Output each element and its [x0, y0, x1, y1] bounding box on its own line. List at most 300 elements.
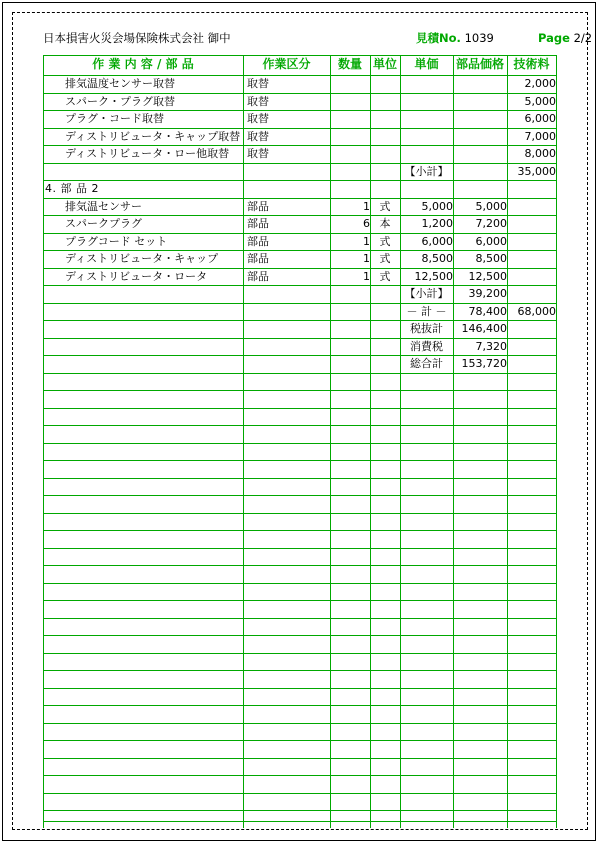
column-rule: [330, 810, 331, 828]
column-rule: [243, 758, 244, 776]
column-rule: [453, 443, 454, 461]
column-rule: [453, 548, 454, 566]
column-rule: [556, 688, 557, 706]
column-rule: [453, 775, 454, 793]
column-rule: [243, 373, 244, 391]
column-rule: [453, 793, 454, 811]
column-rule: [507, 530, 508, 548]
table-row-empty: [43, 495, 556, 513]
column-rule: [453, 460, 454, 478]
column-rule: [330, 285, 331, 303]
column-rule: [370, 285, 371, 303]
column-rule: [453, 810, 454, 828]
column-rule: [453, 513, 454, 531]
column-rule: [400, 723, 401, 741]
column-rule: [330, 390, 331, 408]
column-rule: [400, 775, 401, 793]
column-rule: [370, 408, 371, 426]
column-rule: [330, 320, 331, 338]
column-rule: [370, 688, 371, 706]
column-rule: [330, 793, 331, 811]
column-rule: [243, 495, 244, 513]
column-rule: [507, 460, 508, 478]
column-rule: [453, 583, 454, 601]
column-rule: [243, 548, 244, 566]
column-rule: [400, 758, 401, 776]
column-rule: [43, 670, 44, 688]
cell-labor: 2,000: [524, 77, 556, 90]
column-rule: [370, 320, 371, 338]
column-rule: [370, 163, 371, 181]
column-rule: [453, 635, 454, 653]
table-row: [43, 93, 556, 111]
column-rule: [400, 408, 401, 426]
cell-price: 1,200: [421, 217, 453, 230]
column-rule: [370, 425, 371, 443]
column-rule: [507, 565, 508, 583]
column-header-unit: 単位: [372, 57, 397, 71]
cell-qty: 1: [363, 252, 370, 265]
table-row: [43, 268, 556, 286]
column-header-parts: 部品価格: [455, 57, 504, 71]
cell-labor: 68,000: [517, 304, 556, 318]
column-rule: [330, 688, 331, 706]
table-row-empty: [43, 408, 556, 426]
column-rule: [330, 478, 331, 496]
cell-unit: 式: [379, 234, 391, 248]
column-rule: [556, 390, 557, 408]
cell-parts: 6,000: [475, 234, 507, 248]
column-rule: [43, 618, 44, 636]
column-rule: [243, 653, 244, 671]
column-rule: [556, 285, 557, 303]
column-rule: [370, 583, 371, 601]
column-rule: [507, 180, 508, 198]
column-rule: [370, 390, 371, 408]
table-row-empty: [43, 635, 556, 653]
cell-unit: 本: [379, 217, 391, 230]
table-row-empty: [43, 425, 556, 443]
column-rule: [556, 373, 557, 391]
column-rule: [556, 705, 557, 723]
column-rule: [243, 583, 244, 601]
table-row-empty: [43, 705, 556, 723]
cell-desc: スパークプラグ: [65, 217, 142, 230]
column-rule: [330, 180, 331, 198]
column-rule: [453, 163, 454, 181]
column-rule: [330, 163, 331, 181]
total-row: [43, 303, 556, 321]
column-rule: [243, 688, 244, 706]
column-rule: [330, 565, 331, 583]
table-header-row: [43, 55, 556, 75]
column-rule: [453, 373, 454, 391]
column-rule: [400, 128, 401, 146]
column-rule: [400, 75, 401, 93]
column-rule: [330, 758, 331, 776]
table-row: [43, 75, 556, 93]
column-rule: [330, 670, 331, 688]
column-rule: [556, 653, 557, 671]
column-rule: [453, 740, 454, 758]
cell-desc: ディストリビュータ・ロータ: [65, 269, 208, 283]
column-rule: [556, 408, 557, 426]
estimate-table-body: [43, 55, 556, 828]
total-row: [43, 320, 556, 338]
column-rule: [453, 408, 454, 426]
column-rule: [43, 495, 44, 513]
column-rule: [453, 75, 454, 93]
column-rule: [556, 635, 557, 653]
column-rule: [556, 600, 557, 618]
column-rule: [400, 688, 401, 706]
column-rule: [507, 600, 508, 618]
cell-labor: 5,000: [524, 94, 556, 108]
quote-number: [416, 31, 494, 45]
column-rule: [370, 635, 371, 653]
column-rule: [243, 390, 244, 408]
column-rule: [400, 390, 401, 408]
table-row-empty: [43, 565, 556, 583]
total-row: [43, 163, 556, 181]
cell-kind: 部品: [247, 269, 269, 283]
column-rule: [43, 635, 44, 653]
table-bottom-rule: [43, 821, 556, 822]
cell-parts: 78,400: [468, 304, 507, 318]
column-rule: [370, 93, 371, 111]
column-rule: [453, 495, 454, 513]
column-rule: [400, 495, 401, 513]
column-rule: [556, 320, 557, 338]
column-rule: [370, 600, 371, 618]
column-rule: [453, 723, 454, 741]
column-rule: [243, 530, 244, 548]
cell-labor: 8,000: [524, 147, 556, 160]
page-number-label: Page: [538, 31, 570, 45]
column-rule: [400, 565, 401, 583]
column-rule: [330, 600, 331, 618]
column-rule: [400, 530, 401, 548]
table-row-empty: [43, 670, 556, 688]
column-rule: [243, 513, 244, 531]
column-rule: [370, 460, 371, 478]
cell-desc: プラグ・コード取替: [65, 112, 164, 125]
column-rule: [243, 320, 244, 338]
column-rule: [400, 548, 401, 566]
column-rule: [400, 600, 401, 618]
cell-kind: 部品: [247, 199, 269, 213]
column-rule: [370, 495, 371, 513]
cell-labor: 7,000: [524, 129, 556, 143]
cell-kind: 取替: [247, 112, 269, 125]
column-rule: [556, 618, 557, 636]
column-rule: [400, 810, 401, 828]
cell-price: 総合計: [410, 357, 443, 370]
column-rule: [556, 758, 557, 776]
column-rule: [556, 583, 557, 601]
column-rule: [400, 635, 401, 653]
column-rule: [243, 425, 244, 443]
column-rule: [330, 495, 331, 513]
column-rule: [370, 793, 371, 811]
column-rule: [43, 793, 44, 811]
column-rule: [400, 653, 401, 671]
column-rule: [370, 303, 371, 321]
column-rule: [453, 110, 454, 128]
column-rule: [453, 600, 454, 618]
column-header-labor: 技術料: [513, 57, 550, 71]
column-rule: [370, 670, 371, 688]
column-rule: [507, 793, 508, 811]
cell-parts: 7,200: [475, 217, 507, 230]
table-row-empty: [43, 600, 556, 618]
estimate-table: [43, 55, 556, 822]
column-rule: [507, 618, 508, 636]
column-rule: [453, 565, 454, 583]
column-rule: [400, 180, 401, 198]
table-row-empty: [43, 775, 556, 793]
column-rule: [556, 530, 557, 548]
column-rule: [243, 565, 244, 583]
table-row-empty: [43, 810, 556, 828]
table-row-empty: [43, 688, 556, 706]
table-row-empty: [43, 460, 556, 478]
cell-price: 消費税: [410, 339, 443, 353]
column-rule: [43, 355, 44, 373]
column-rule: [370, 145, 371, 163]
column-rule: [556, 793, 557, 811]
total-row: [43, 285, 556, 303]
column-rule: [453, 688, 454, 706]
column-rule: [400, 583, 401, 601]
column-rule: [370, 443, 371, 461]
cell-labor: 35,000: [517, 164, 556, 178]
column-rule: [43, 688, 44, 706]
column-rule: [400, 460, 401, 478]
column-rule: [453, 128, 454, 146]
column-rule: [370, 723, 371, 741]
column-rule: [243, 355, 244, 373]
cell-desc: スパーク・プラグ取替: [65, 94, 175, 108]
column-rule: [43, 775, 44, 793]
column-rule: [400, 373, 401, 391]
table-row: [43, 145, 556, 163]
column-rule: [243, 740, 244, 758]
cell-labor: 6,000: [524, 112, 556, 125]
cell-kind: 部品: [247, 234, 269, 248]
column-rule: [453, 145, 454, 163]
column-rule: [330, 338, 331, 356]
column-rule: [43, 548, 44, 566]
column-rule: [370, 478, 371, 496]
column-rule: [507, 635, 508, 653]
column-rule: [243, 285, 244, 303]
page-number: [538, 31, 592, 45]
column-rule: [330, 618, 331, 636]
column-rule: [370, 740, 371, 758]
column-rule: [330, 355, 331, 373]
column-rule: [453, 390, 454, 408]
column-rule: [370, 530, 371, 548]
cell-parts: 39,200: [468, 287, 507, 300]
column-rule: [243, 408, 244, 426]
page-number-value: 2/2: [573, 31, 593, 45]
column-rule: [43, 460, 44, 478]
column-rule: [507, 408, 508, 426]
column-header-desc: 作 業 内 容 / 部 品: [92, 57, 194, 71]
cell-price: 【小計】: [404, 287, 449, 300]
section-label: 4. 部 品 2: [45, 182, 99, 195]
table-row-empty: [43, 390, 556, 408]
column-rule: [330, 705, 331, 723]
table-row-empty: [43, 583, 556, 601]
column-rule: [243, 670, 244, 688]
table-row: [43, 128, 556, 146]
addressee-text: 日本損害火災会場保険株式会社 御中: [43, 31, 231, 45]
column-rule: [370, 758, 371, 776]
cell-qty: 1: [363, 199, 370, 213]
column-rule: [507, 758, 508, 776]
column-rule: [43, 758, 44, 776]
column-rule: [400, 513, 401, 531]
column-rule: [556, 215, 557, 233]
cell-kind: 取替: [247, 129, 269, 143]
table-row-empty: [43, 478, 556, 496]
column-rule: [43, 163, 44, 181]
cell-qty: 6: [363, 217, 370, 230]
column-rule: [556, 250, 557, 268]
column-rule: [370, 338, 371, 356]
column-rule: [453, 705, 454, 723]
column-rule: [453, 758, 454, 776]
column-rule: [330, 513, 331, 531]
column-rule: [243, 338, 244, 356]
column-rule: [556, 565, 557, 583]
quote-number-value: 1039: [464, 31, 494, 45]
column-rule: [43, 478, 44, 496]
column-rule: [507, 425, 508, 443]
column-rule: [330, 530, 331, 548]
column-rule: [43, 320, 44, 338]
table-row: [43, 110, 556, 128]
column-rule: [400, 618, 401, 636]
column-rule: [507, 443, 508, 461]
cell-price: 8,500: [421, 252, 453, 265]
column-rule: [507, 810, 508, 828]
column-header-price: 単価: [414, 57, 439, 71]
column-rule: [507, 583, 508, 601]
column-rule: [330, 548, 331, 566]
cell-price: 6,000: [421, 234, 453, 248]
column-rule: [370, 565, 371, 583]
column-rule: [243, 478, 244, 496]
column-rule: [556, 548, 557, 566]
table-row-empty: [43, 443, 556, 461]
column-rule: [370, 355, 371, 373]
column-rule: [43, 600, 44, 618]
column-rule: [43, 285, 44, 303]
column-rule: [243, 618, 244, 636]
column-rule: [243, 793, 244, 811]
column-rule: [400, 443, 401, 461]
column-rule: [556, 775, 557, 793]
cell-parts: 153,720: [461, 357, 507, 370]
column-rule: [453, 618, 454, 636]
column-header-qty: 数量: [337, 57, 362, 71]
column-rule: [507, 688, 508, 706]
table-row-empty: [43, 373, 556, 391]
column-rule: [43, 530, 44, 548]
column-rule: [370, 775, 371, 793]
total-row: [43, 338, 556, 356]
column-rule: [330, 443, 331, 461]
column-rule: [330, 740, 331, 758]
column-rule: [453, 670, 454, 688]
total-row: [43, 355, 556, 373]
column-rule: [507, 390, 508, 408]
cell-desc: 排気温度センサー取替: [65, 77, 175, 90]
column-rule: [330, 303, 331, 321]
column-rule: [556, 443, 557, 461]
table-row: [43, 198, 556, 216]
column-rule: [243, 635, 244, 653]
section-row: [43, 180, 556, 198]
column-rule: [243, 810, 244, 828]
column-rule: [507, 670, 508, 688]
column-rule: [370, 180, 371, 198]
column-rule: [400, 740, 401, 758]
column-rule: [43, 723, 44, 741]
table-row: [43, 215, 556, 233]
table-row-empty: [43, 513, 556, 531]
column-rule: [43, 653, 44, 671]
column-rule: [370, 110, 371, 128]
table-row-empty: [43, 548, 556, 566]
table-row-empty: [43, 653, 556, 671]
column-rule: [507, 723, 508, 741]
column-rule: [43, 338, 44, 356]
column-rule: [330, 653, 331, 671]
column-rule: [400, 93, 401, 111]
column-rule: [330, 635, 331, 653]
column-rule: [43, 425, 44, 443]
column-rule: [556, 740, 557, 758]
column-rule: [556, 355, 557, 373]
column-rule: [370, 75, 371, 93]
column-rule: [507, 478, 508, 496]
cell-unit: 式: [379, 252, 391, 265]
column-rule: [243, 460, 244, 478]
column-rule: [453, 653, 454, 671]
column-rule: [330, 408, 331, 426]
cell-unit: 式: [379, 199, 391, 213]
column-rule: [400, 478, 401, 496]
column-rule: [330, 425, 331, 443]
column-rule: [370, 653, 371, 671]
column-rule: [556, 460, 557, 478]
column-header-kind: 作業区分: [262, 57, 311, 71]
quote-number-label: 見積No.: [416, 31, 461, 45]
cell-price: 【小計】: [404, 164, 449, 178]
column-rule: [556, 268, 557, 286]
cell-desc: プラグコード セット: [65, 234, 168, 248]
column-rule: [43, 373, 44, 391]
column-rule: [556, 723, 557, 741]
column-rule: [556, 233, 557, 251]
table-row-empty: [43, 530, 556, 548]
column-rule: [330, 583, 331, 601]
column-rule: [43, 443, 44, 461]
